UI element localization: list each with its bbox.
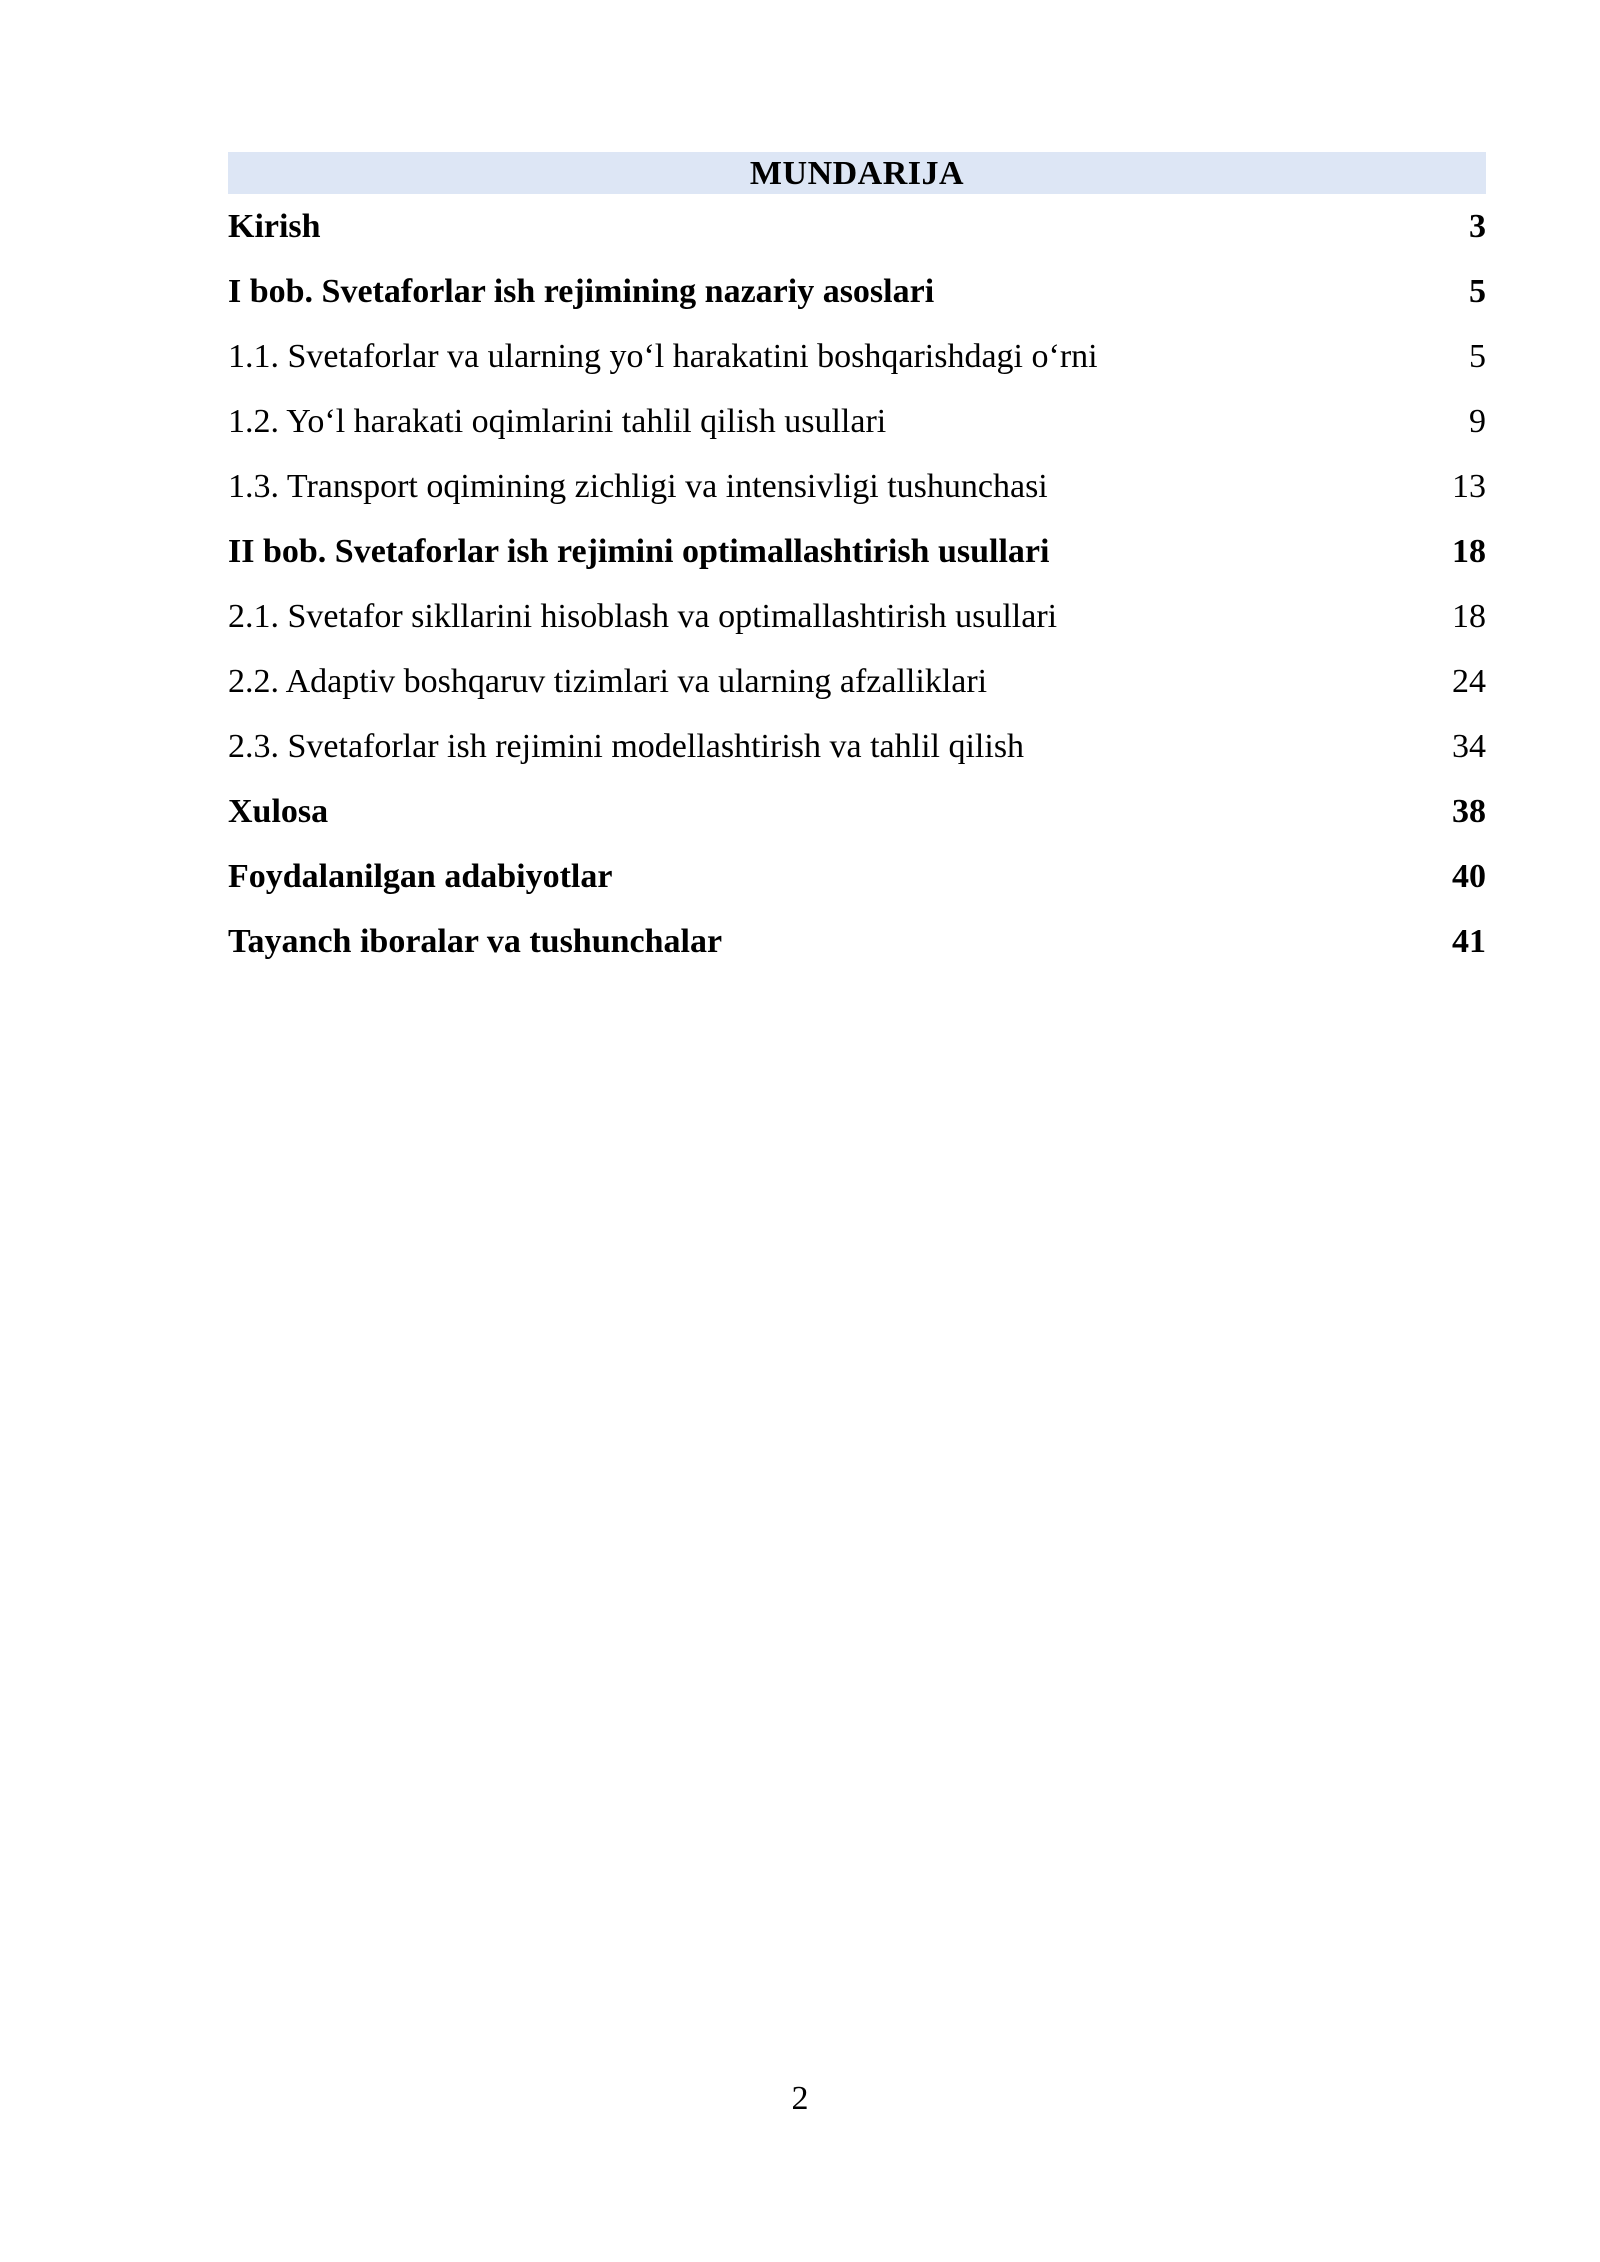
toc-entry[interactable] (228, 324, 1486, 389)
toc-entry[interactable] (228, 259, 1486, 324)
toc-entry-page: 34 (1452, 728, 1486, 765)
toc-entry-label: 1.1. Svetaforlar va ularning yoʻl harakatini boshqarishdagi oʻrni (228, 338, 1098, 375)
toc-entry[interactable] (228, 519, 1486, 584)
toc-entry-page: 9 (1469, 403, 1486, 440)
toc-entry-page: 13 (1452, 468, 1486, 505)
toc-entry-page: 3 (1469, 208, 1486, 245)
toc-entry[interactable] (228, 909, 1486, 974)
toc-entry-label: Xulosa (228, 793, 329, 830)
toc-entry[interactable] (228, 389, 1486, 454)
toc-entry[interactable] (228, 454, 1486, 519)
toc-entry[interactable] (228, 779, 1486, 844)
toc-entry-page: 5 (1469, 338, 1486, 375)
toc-entry-page: 40 (1452, 858, 1486, 895)
toc-entry-label: 2.3. Svetaforlar ish rejimini modellashtirish va tahlil qilish (228, 728, 1025, 765)
toc-title: MUNDARIJA (228, 152, 1486, 194)
toc-entry-label: Foydalanilgan adabiyotlar (228, 858, 613, 895)
toc-entry-label: I bob. Svetaforlar ish rejimining nazariy asoslari (228, 273, 935, 310)
toc-entry[interactable] (228, 194, 1486, 259)
toc-entry-label: 2.2. Adaptiv boshqaruv tizimlari va ularning afzalliklari (228, 663, 988, 700)
toc-entry[interactable] (228, 584, 1486, 649)
toc-entry-page: 38 (1452, 793, 1486, 830)
toc-entry-page: 41 (1452, 923, 1486, 960)
toc-entry[interactable] (228, 714, 1486, 779)
toc-entry-label: 1.3. Transport oqimining zichligi va intensivligi tushunchasi (228, 468, 1048, 505)
toc-entry-label: 2.1. Svetafor sikllarini hisoblash va optimallashtirish usullari (228, 598, 1058, 635)
toc-entry-label: Kirish (228, 208, 321, 245)
page-number: 2 (791, 2080, 809, 2117)
table-of-contents (228, 152, 1486, 974)
toc-entry-label: II bob. Svetaforlar ish rejimini optimallashtirish usullari (228, 533, 1050, 570)
toc-entry[interactable] (228, 649, 1486, 714)
toc-entry-page: 5 (1469, 273, 1486, 310)
toc-entry-page: 24 (1452, 663, 1486, 700)
toc-entry-page: 18 (1452, 533, 1486, 570)
toc-entry-label: 1.2. Yoʻl harakati oqimlarini tahlil qilish usullari (228, 403, 887, 440)
toc-entry[interactable] (228, 844, 1486, 909)
toc-entry-page: 18 (1452, 598, 1486, 635)
toc-entry-label: Tayanch iboralar va tushunchalar (228, 923, 723, 960)
